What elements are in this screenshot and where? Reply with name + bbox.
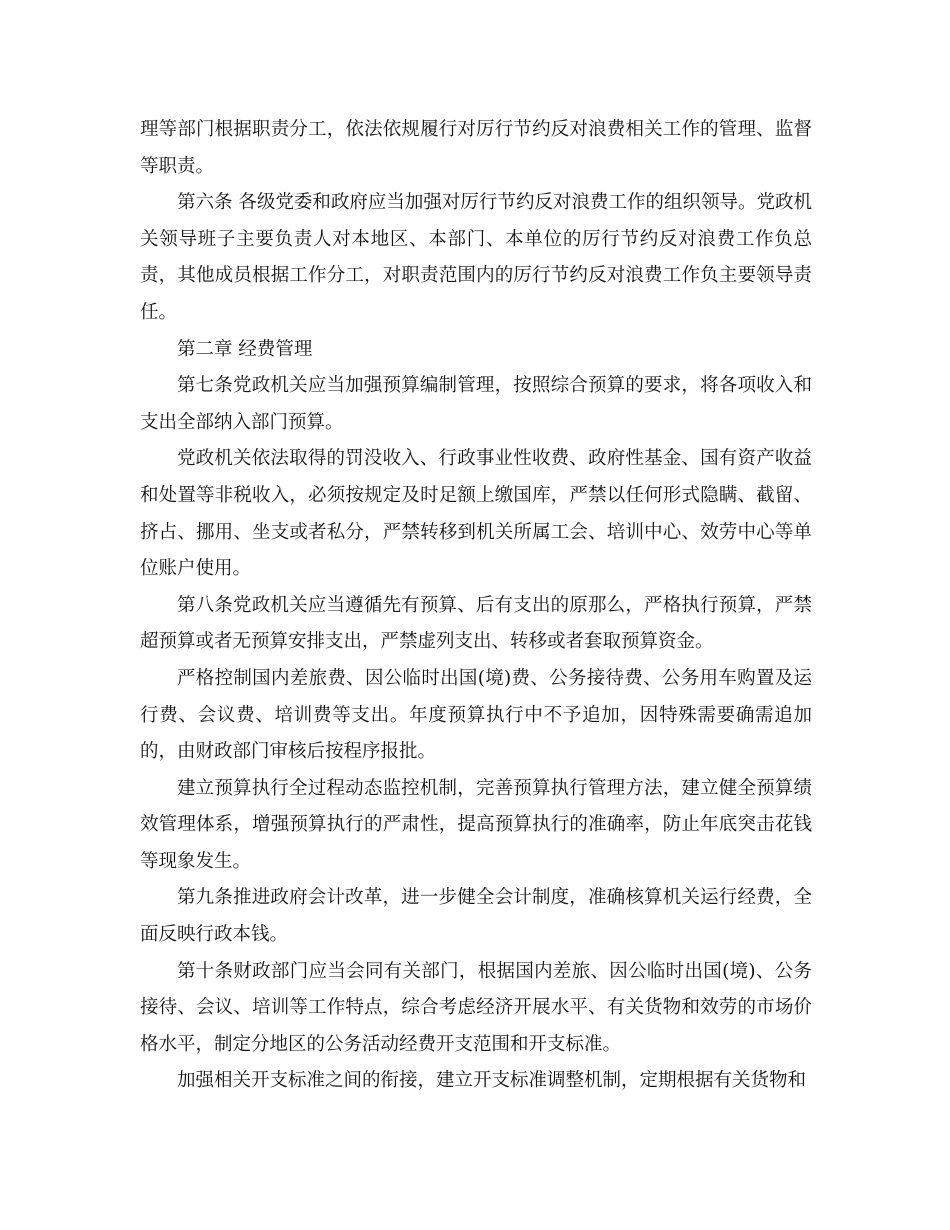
paragraph-1: 理等部门根据职责分工，依法依规履行对厉行节约反对浪费相关工作的管理、监督等职责。: [140, 119, 812, 177]
chapter-heading: 第二章 经费管理: [177, 338, 313, 360]
paragraph-article-10: 第十条财政部门应当会同有关部门，根据国内差旅、因公临时出国(境)、公务接待、会议、培训等工作特点，综合考虑经济开展水平、有关货物和效劳的市场价格水平，制定分地区的公务活动经费开支范围和开支标准。: [140, 960, 812, 1055]
paragraph-article-7: 第七条党政机关应当加强预算编制管理，按照综合预算的要求，将各项收入和支出全部纳入部门预算。: [140, 375, 812, 433]
paragraph-budget-monitoring: 建立预算执行全过程动态监控机制，完善预算执行管理方法，建立健全预算绩效管理体系，增强预算执行的严肃性，提高预算执行的准确率，防止年底突击花钱等现象发生。: [140, 777, 812, 872]
document-body: [140, 112, 812, 1100]
paragraph-standards-linkage: 加强相关开支标准之间的衔接，建立开支标准调整机制，定期根据有关货物和: [177, 1070, 807, 1092]
paragraph-non-tax-revenue: 党政机关依法取得的罚没收入、行政事业性收费、政府性基金、国有资产收益和处置等非税收入，必须按规定及时足额上缴国库，严禁以任何形式隐瞒、截留、挤占、挪用、坐支或者私分，严禁转移到机关所属工会、培训中心、效劳中心等单位账户使用。: [140, 448, 812, 580]
paragraph-article-9: 第九条推进政府会计改革，进一步健全会计制度，准确核算机关运行经费，全面反映行政本钱。: [140, 887, 812, 946]
paragraph-expense-control: 严格控制国内差旅费、因公临时出国(境)费、公务接待费、公务用车购置及运行费、会议费、培训费等支出。年度预算执行中不予追加，因特殊需要确需追加的，由财政部门审核后按程序报批。: [140, 667, 812, 763]
paragraph-article-8: 第八条党政机关应当遵循先有预算、后有支出的原那么，严格执行预算，严禁超预算或者无预算安排支出，严禁虚列支出、转移或者套取预算资金。: [140, 594, 812, 653]
paragraph-article-6: 第六条 各级党委和政府应当加强对厉行节约反对浪费工作的组织领导。党政机关领导班子主要负责人对本地区、本部门、本单位的厉行节约反对浪费工作负总责，其他成员根据工作分工，对职责范围内的厉行节约反对浪费工作负主要领导责任。: [140, 192, 812, 323]
